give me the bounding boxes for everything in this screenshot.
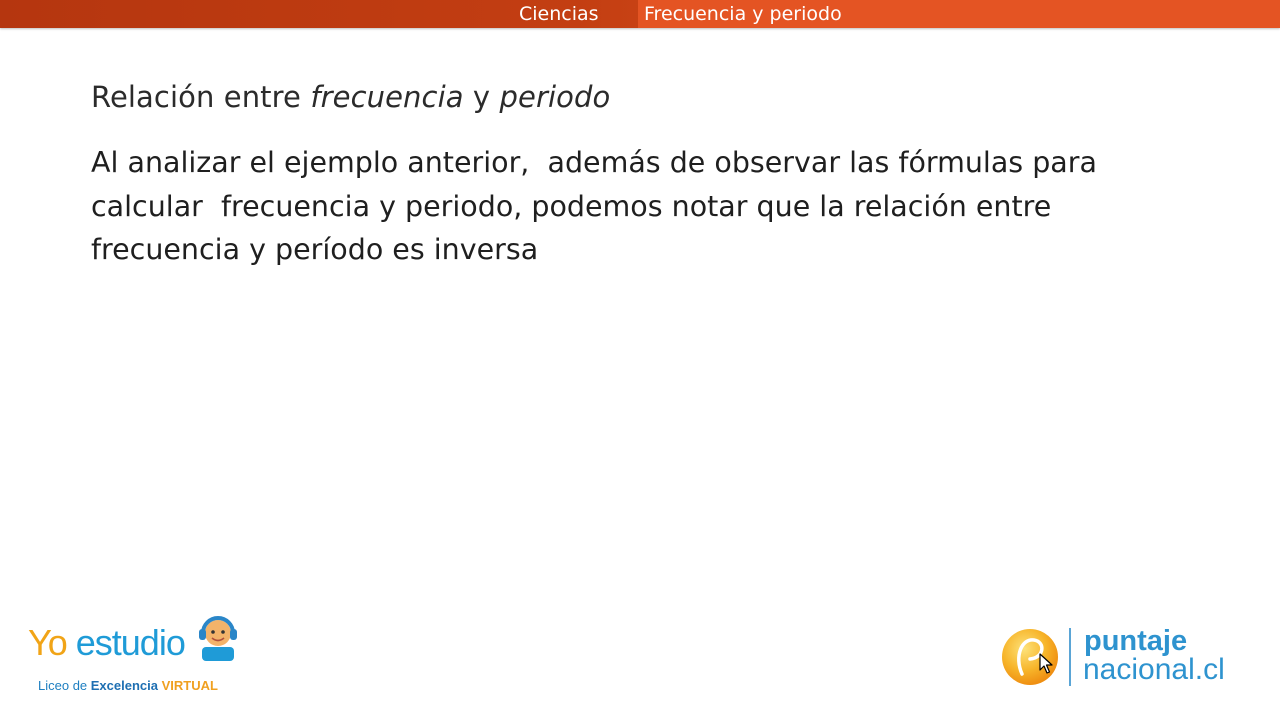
slide-title-text-1: Relación entre [91,80,311,114]
yo-subtitle-virtual: VIRTUAL [161,678,218,693]
puntaje-nacional-logo [1000,626,1250,690]
yo-estudio-logo [28,611,258,701]
nacional-text: nacional.cl [1083,653,1225,686]
mouse-pointer-icon [1039,653,1053,675]
yo-estudio-subtitle [38,678,218,693]
slide-title-emphasis-frecuencia: frecuencia [310,80,464,114]
body-line-2: calcular frecuencia y periodo, podemos notar que la relación entre [91,189,1052,223]
yo-estudio-yo: Yo [28,622,67,663]
slide-body-text [91,141,1131,272]
slide-title [91,80,610,114]
headphones-mascot-icon [198,611,242,669]
yo-subtitle-pre: Liceo de [38,678,91,693]
top-header-bar [0,0,1280,28]
body-line-3: frecuencia y período es inversa [91,233,539,266]
body-line-1: Al analizar el ejemplo anterior, además de observar las fórmulas para [91,146,1097,179]
header-subject-label: Ciencias [519,3,599,25]
slide-title-text-2: y [463,80,500,114]
yo-estudio-estudio: estudio [75,622,185,663]
logo-separator [1069,628,1071,686]
yo-estudio-wordmark [28,623,185,663]
header-topic-label: Frecuencia y periodo [638,0,1280,28]
yo-subtitle-bold: Excelencia [90,678,158,693]
puntaje-text: puntaje [1084,625,1188,657]
slide-title-emphasis-periodo: periodo [499,80,611,114]
